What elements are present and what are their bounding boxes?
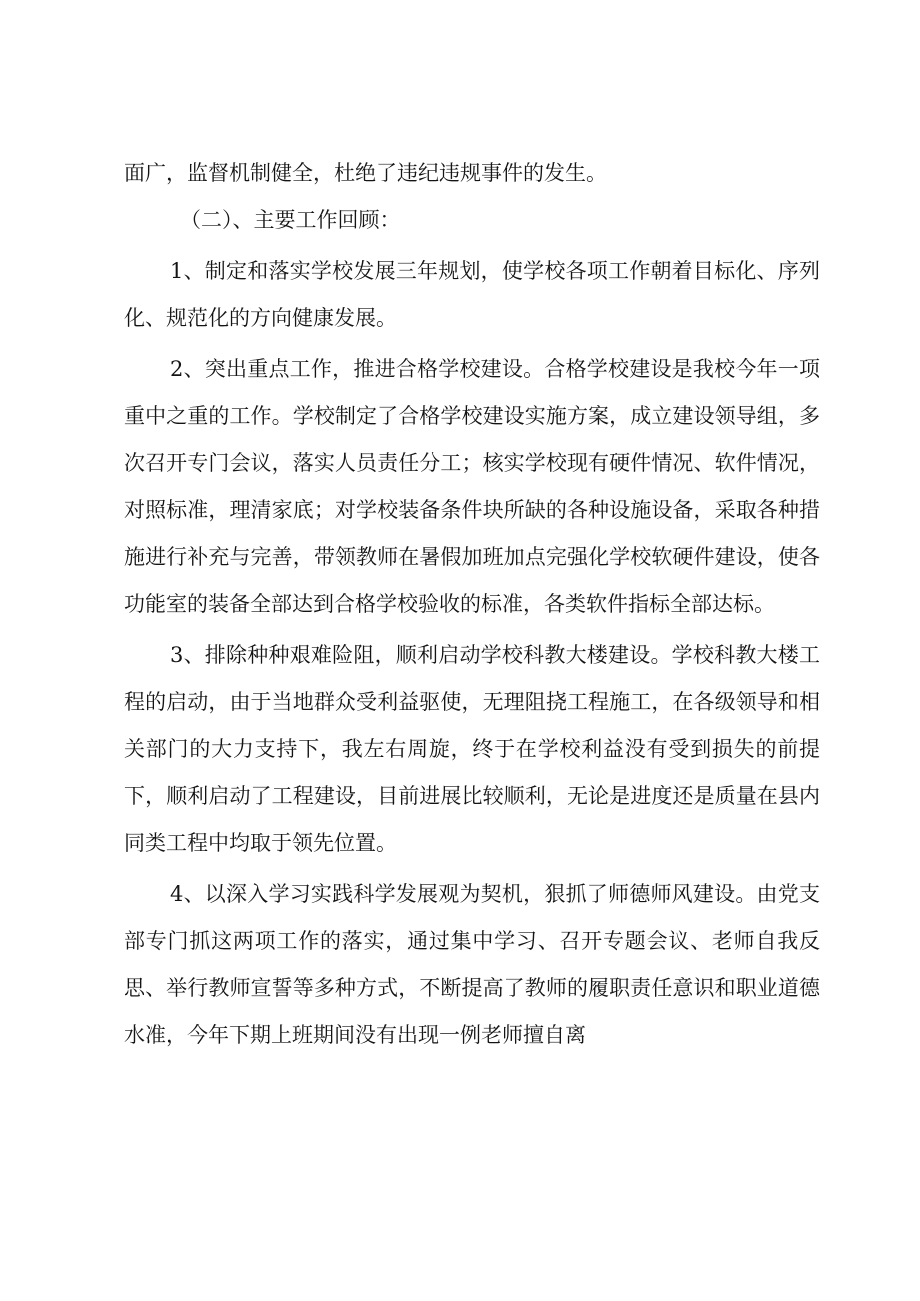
paragraph-item-4: 4、以深入学习实践科学发展观为契机，狠抓了师德师风建设。由党支部专门抓这两项工作的落实，通过集中学习、召开专题会议、老师自我反思、举行教师宣誓等多种方式，不断提高了教师的履职责任意识和职业道德水准，今年下期上班期间没有出现一例老师擅自离 <box>124 882 820 1047</box>
paragraph-item-3: 3、排除种种艰难险阻，顺利启动学校科教大楼建设。学校科教大楼工程的启动，由于当地群众受利益驱使，无理阻挠工程施工，在各级领导和相关部门的大力支持下，我左右周旋，终于在学校利益没有受到损失的前提下，顺利启动了工程建设，目前进展比较顺利，无论是进度还是质量在县内同类工程中均取于领先位置。 <box>124 643 820 855</box>
paragraph-item-2: 2、突出重点工作，推进合格学校建设。合格学校建设是我校今年一项重中之重的工作。学校制定了合格学校建设实施方案，成立建设领导组，多次召开专门会议，落实人员责任分工；核实学校现有硬件情况、软件情况，对照标准，理清家底；对学校装备条件块所缺的各种设施设备，采取各种措施进行补充与完善，带领教师在暑假加班加点完强化学校软硬件建设，使各功能室的装备全部达到合格学校验收的标准，各类软件指标全部达标。 <box>124 357 820 616</box>
section-heading: （二）、主要工作回顾： <box>180 208 401 232</box>
paragraph-continuation: 面广，监督机制健全，杜绝了违纪违规事件的发生。 <box>124 161 607 185</box>
document-body <box>124 150 820 1059</box>
paragraph-item-1: 1、制定和落实学校发展三年规划，使学校各项工作朝着目标化、序列化、规范化的方向健康发展。 <box>124 259 820 330</box>
